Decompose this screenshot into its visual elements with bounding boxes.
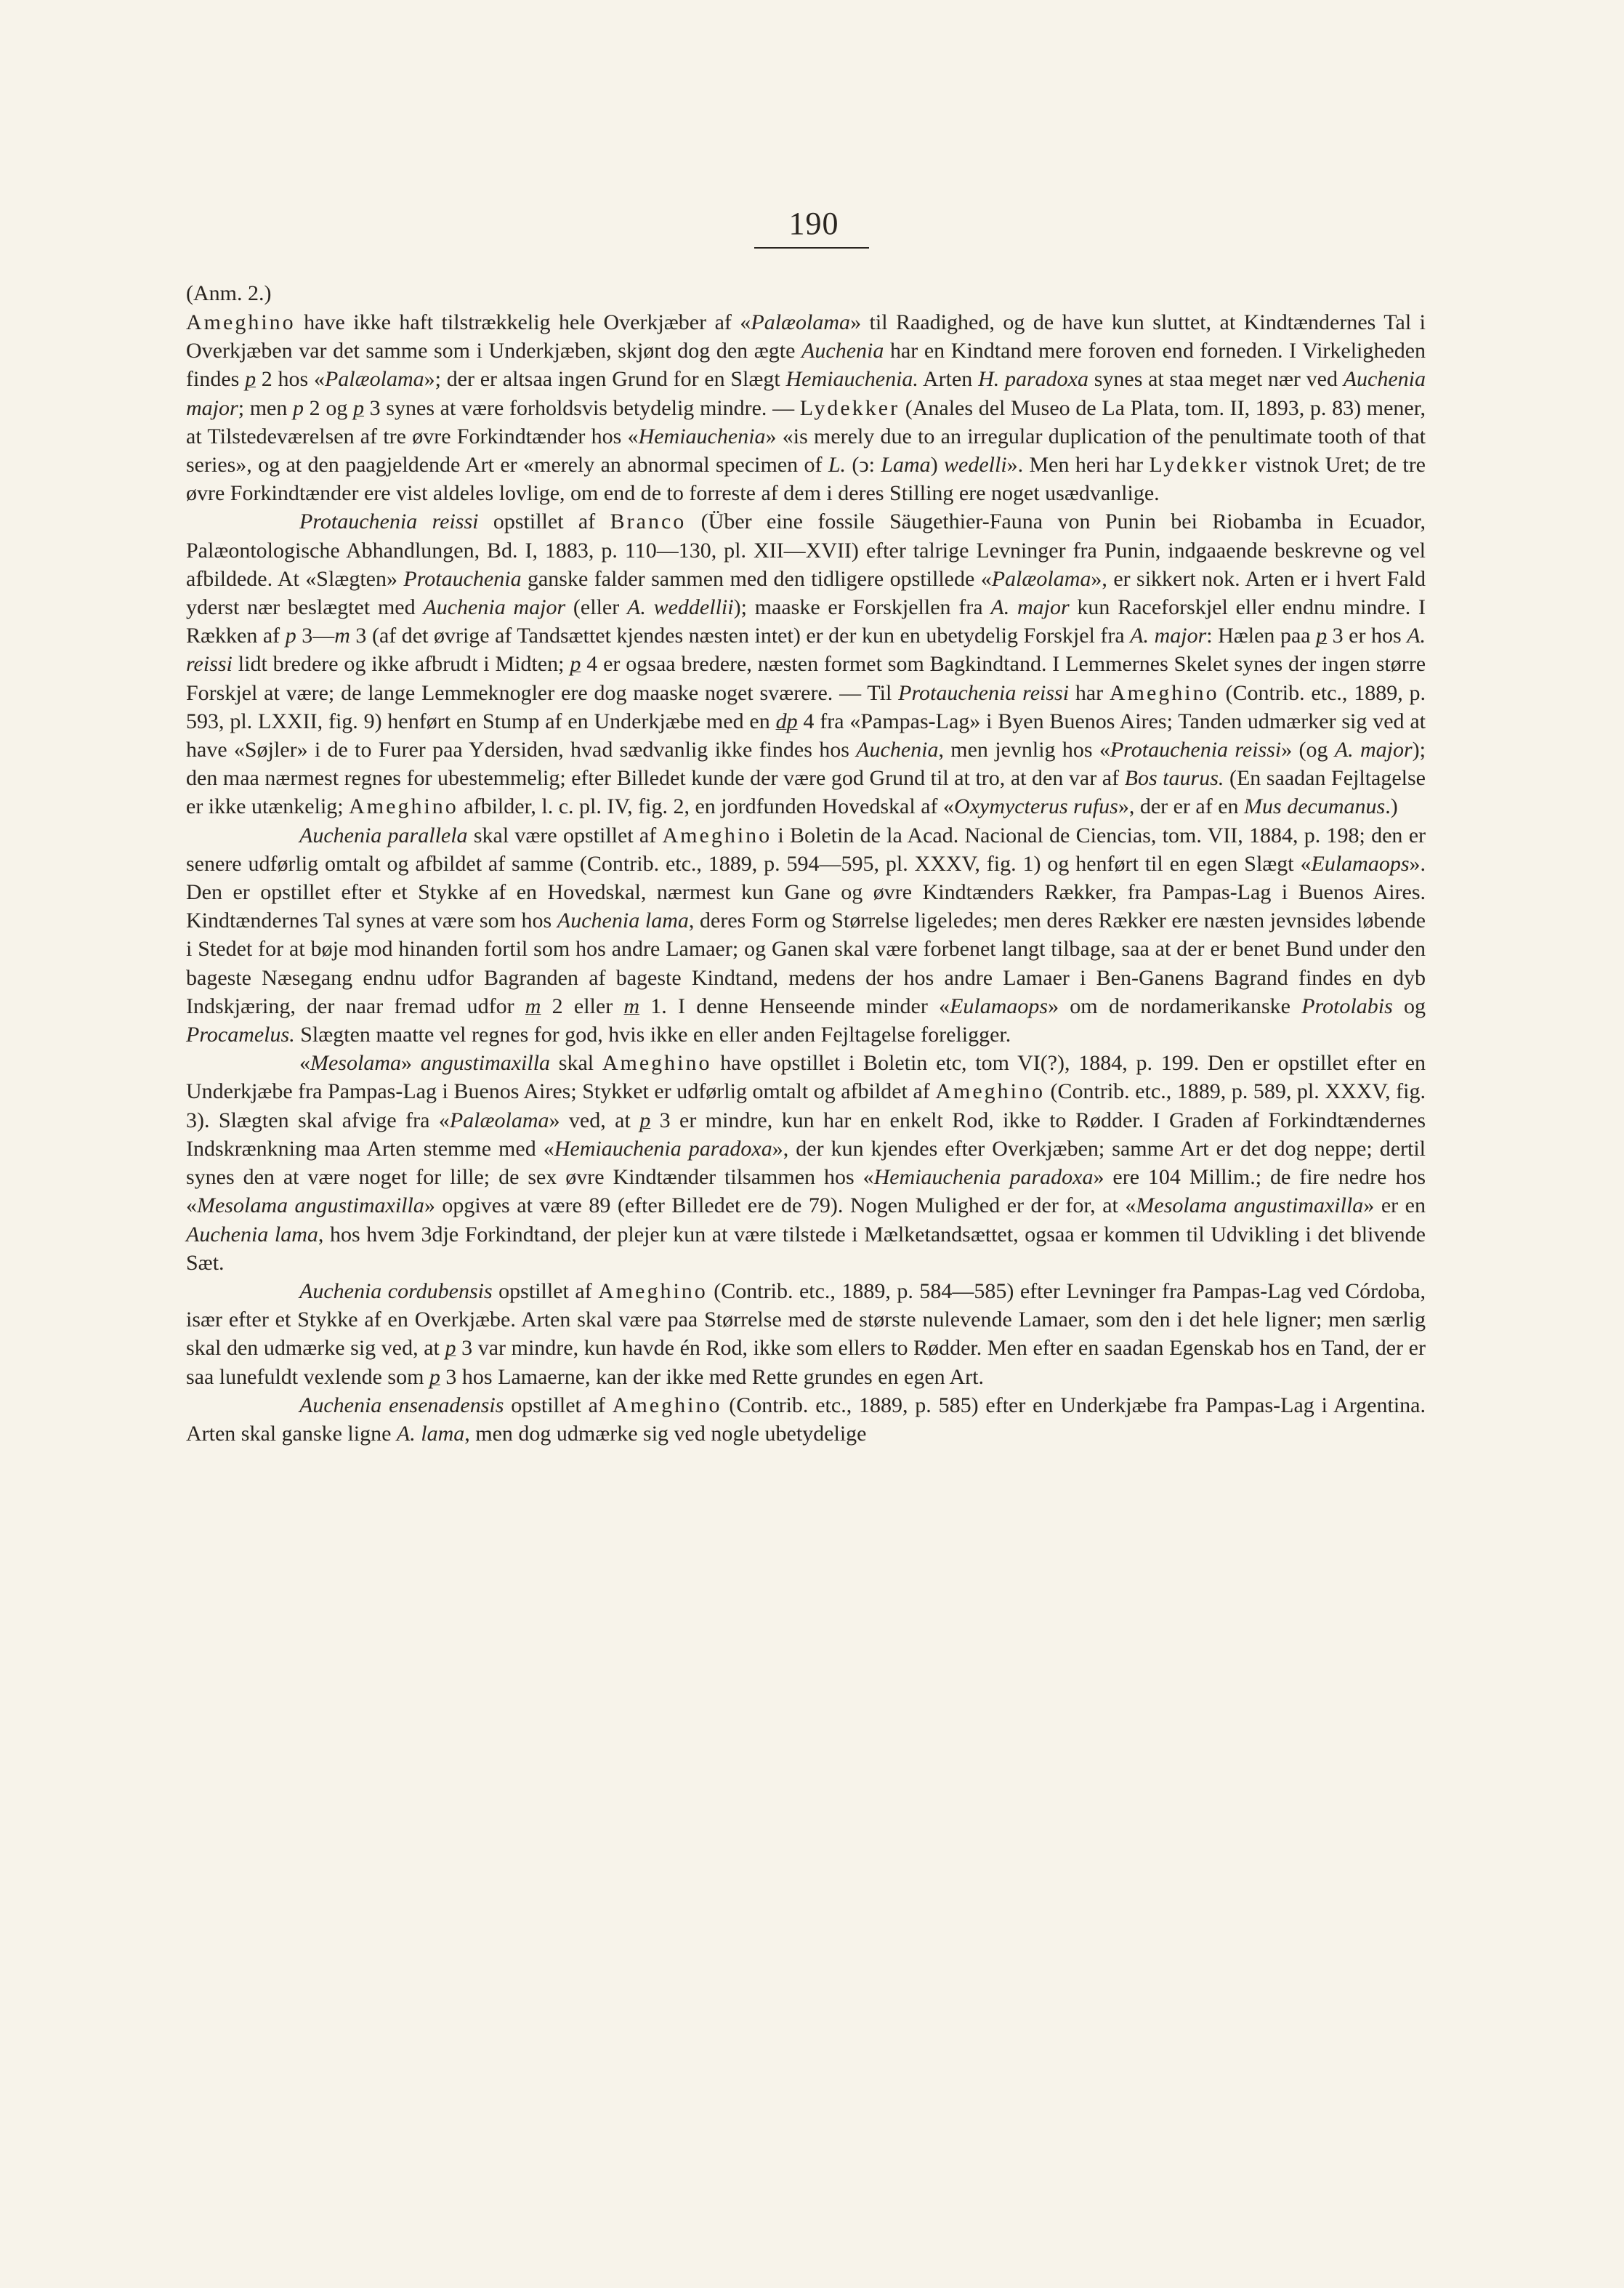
text-run: 2 og (304, 395, 354, 420)
text-run: » (og (1281, 738, 1335, 762)
text-run: opstillet af (504, 1393, 613, 1417)
italic-text: Protauchenia reissi (1110, 738, 1282, 762)
italic-text: Protauchenia reissi (299, 509, 479, 534)
text-run: kun Raceforskjel eller endnu mindre. I Rækken af (186, 595, 1426, 648)
text-run: har en Kindtand mere foroven end forneden. I Virkeligheden findes (186, 339, 1426, 392)
author-name: Ameghino (612, 1393, 722, 1417)
italic-text: Lama (881, 453, 931, 478)
paragraph (186, 821, 1426, 1050)
italic-text: wedelli (944, 453, 1007, 478)
italic-text: Oxymycterus rufus (954, 794, 1118, 819)
italic-text: p (570, 652, 581, 677)
italic-text: A. reissi (186, 624, 1426, 677)
text-run: » ved, at (549, 1108, 640, 1132)
note-label: (Anm. 2.) (186, 281, 272, 305)
italic-text: Eulamaops (1311, 851, 1410, 876)
italic-text: m (334, 624, 350, 648)
italic-text: L. (828, 453, 847, 478)
text-run: have ikke haft tilstrækkelig hele Overkjæber af « (295, 310, 751, 334)
italic-text: Hemiauchenia. (785, 367, 918, 392)
text-run: (En saadan Fejltagelse er ikke utænkelig; (186, 766, 1426, 819)
text-run: Arten (918, 367, 979, 392)
italic-text: A. lama (396, 1421, 465, 1446)
text-run: skal (550, 1051, 602, 1076)
italic-text: Palæolama (991, 566, 1091, 591)
italic-text: A. major (1334, 738, 1413, 762)
text-run: og (1392, 994, 1426, 1018)
text-run: « (299, 1051, 310, 1076)
text-run: : Hælen paa (1206, 624, 1317, 648)
author-name: Ameghino (1109, 680, 1219, 705)
author-name: Ameghino (186, 310, 296, 334)
italic-text: Auchenia major (186, 367, 1426, 420)
italic-text: A. major (1130, 624, 1207, 648)
page-number-rule (754, 247, 869, 249)
text-run: opstillet af (478, 509, 610, 534)
text-run: 2 eller (541, 994, 624, 1018)
italic-text: Hemiauchenia (638, 424, 766, 448)
italic-text: Procamelus. (186, 1023, 295, 1047)
paragraph (186, 1391, 1426, 1448)
text-run: ) (930, 453, 945, 478)
author-name: Ameghino (662, 823, 772, 847)
paragraph (186, 1049, 1426, 1277)
text-run: » til Raadighed, og de have kun sluttet, at Kindtændernes Tal i Overkjæben var det samme som i Underkjæben, skjønt dog den ægte (186, 310, 1426, 363)
italic-text: m (525, 994, 541, 1018)
italic-text: Palæolama (751, 310, 851, 334)
text-run: lidt bredere og ikke afbrudt i Midten; (232, 652, 570, 677)
text-run: ». Men heri har (1006, 453, 1150, 478)
text-run: 3 synes at være forholdsvis betydelig mindre. — (364, 395, 800, 420)
italic-text: Auchenia parallela (299, 823, 468, 847)
text-run: ); maaske er Forskjellen fra (733, 595, 991, 620)
text-run: skal være opstillet af (467, 823, 663, 847)
italic-text: Hemiauchenia paradoxa (873, 1165, 1094, 1190)
text-run: (Anales del Museo de La Plata, tom. II, 1893, p. 83) mener, at Tilstedeværelsen af tre øvre Forkindtænder hos « (186, 395, 1426, 448)
italic-text: Protolabis (1301, 994, 1393, 1018)
italic-text: Auchenia lama (557, 909, 689, 933)
italic-text: Palæolama (449, 1108, 549, 1132)
text-run: har (1069, 680, 1110, 705)
italic-text: Auchenia major (423, 595, 566, 620)
italic-text: angustimaxilla (420, 1051, 551, 1076)
text-run: », der kun kjendes efter Overkjæben; samme Art er det dog neppe; dertil synes den at være noget for lille; de sex øvre Kindtænder tilsammen hos « (186, 1136, 1426, 1190)
italic-text: p (445, 1336, 456, 1361)
author-name: Branco (610, 509, 687, 534)
italic-text: dp (775, 709, 798, 733)
text-run: »; der er altsaa ingen Grund for en Slægt (424, 367, 786, 392)
italic-text: Mesolama angustimaxilla (197, 1193, 424, 1218)
text-run: 3 er mindre, kun har en enkelt Rod, ikke to Rødder. I Graden af Forkindtændernes Indskrænkning maa Arten stemme med « (186, 1108, 1426, 1161)
italic-text: p (429, 1364, 440, 1389)
text-run: » «is merely due to an irregular duplication of the penultimate tooth of that series», og at den paagjeldende Art er «merely an abnormal specimen of (186, 424, 1426, 478)
text-run: » ere 104 Millim.; de fire nedre hos « (186, 1165, 1426, 1218)
text-run: », er sikkert nok. Arten er i hvert Fald yderst nær beslægtet med (186, 566, 1426, 620)
italic-text: Protauchenia reissi (898, 680, 1070, 705)
italic-text: A. weddellii (627, 595, 734, 620)
italic-text: Eulamaops (950, 994, 1049, 1018)
text-run: afbilder, l. c. pl. IV, fig. 2, en jordfunden Hovedskal af « (458, 794, 955, 819)
text-run: (Contrib. etc., 1889, p. 589, pl. XXXV, fig. 3). Slægten skal afvige fra « (186, 1079, 1426, 1132)
paragraph (186, 1277, 1426, 1391)
author-name: Ameghino (598, 1278, 708, 1303)
page-number: 190 (788, 206, 839, 241)
text-run: (ↄ: (846, 453, 881, 478)
text-run: synes at staa meget nær ved (1088, 367, 1344, 392)
text-run: (Contrib. etc., 1889, p. 585) efter en Underkjæbe fra Pampas-Lag i Argentina. Arten skal ganske ligne (186, 1393, 1426, 1446)
text-run: ; men (238, 395, 294, 420)
text-run: », der er af en (1118, 794, 1245, 819)
italic-text: Mesolama (310, 1051, 401, 1076)
italic-text: p (245, 367, 256, 392)
text-run: ». Den er opstillet efter et Stykke af en Hovedskal, nærmest kun Gane og øvre Kindtænders Rækker, fra Pampas-Lag i Buenos Aires. Kindtændernes Tal synes at være som hos (186, 851, 1426, 933)
author-name: Ameghino (935, 1079, 1045, 1104)
italic-text: Hemiauchenia paradoxa (554, 1136, 772, 1161)
italic-text: Palæolama (324, 367, 424, 392)
paragraph (186, 308, 1426, 507)
text-run: 4 fra «Pampas-Lag» i Byen Buenos Aires; Tanden udmærker sig ved at have «Søjler» i de to Furer paa Ydersiden, hvad sædvanlig ikke findes hos (186, 709, 1426, 762)
author-name: Lydekker (1149, 453, 1249, 478)
body-text (186, 308, 1426, 1448)
text-run: » om de nordamerikanske (1048, 994, 1302, 1018)
text-run: , men dog udmærke sig ved nogle ubetydelige (464, 1421, 867, 1446)
text-run: (Contrib. etc., 1889, p. 593, pl. LXXII, fig. 9) henført en Stump af en Underkjæbe med en (186, 680, 1426, 733)
italic-text: p (285, 624, 296, 648)
text-run: ); den maa nærmest regnes for ubestemmelig; efter Billedet kunde der være god Grund til at tro, at den var af (186, 738, 1426, 791)
author-name: Ameghino (602, 1051, 712, 1076)
text-run: (Über eine fossile Säugethier-Fauna von Punin bei Riobamba in Ecuador, Palæontologische Abhandlungen, Bd. I, 1883, p. 110—130, pl. XII—XVII) efter talrige Levninger fra Punin, indgaaende beskrevne og vel afbildede. At «Slægten» (186, 509, 1426, 591)
text-run: ganske falder sammen med den tidligere opstillede « (521, 566, 992, 591)
text-run: i Boletin de la Acad. Nacional de Ciencias, tom. VII, 1884, p. 198; den er senere udførlig omtalt og afbildet af samme (Contrib. etc., 1889, p. 594—595, pl. XXXV, fig. 1) og henført til en egen Slægt « (186, 823, 1426, 876)
text-run: .) (1385, 794, 1398, 819)
text-run: 3 er hos (1327, 624, 1407, 648)
text-run: , hos hvem 3dje Forkindtand, der plejer kun at være tilstede i Mælketandsættet, ogsaa er kommen til Udvikling i det blivende Sæt. (186, 1222, 1426, 1275)
italic-text: m (623, 994, 640, 1018)
paragraph (186, 507, 1426, 821)
italic-text: Auchenia lama (186, 1222, 318, 1246)
italic-text: H. paradoxa (978, 367, 1088, 392)
italic-text: p (353, 395, 365, 420)
italic-text: A. major (990, 595, 1070, 620)
italic-text: p (1316, 624, 1328, 648)
text-run: 3 hos Lamaerne, kan der ikke med Rette grundes en egen Art. (440, 1364, 985, 1389)
italic-text: Mus decumanus (1244, 794, 1386, 819)
text-run: (Contrib. etc., 1889, p. 584—585) efter Levninger fra Pampas-Lag ved Córdoba, især efter et Stykke af en Overkjæbe. Arten skal være paa Størrelse med de største nulevende Lamaer, som den i det hele ligner; men særlig skal den udmærke sig ved, at (186, 1278, 1426, 1361)
text-run: » (400, 1051, 421, 1076)
text-run: Slægten maatte vel regnes for god, hvis ikke en eller anden Fejltagelse foreligger. (294, 1023, 1011, 1047)
text-run: 4 er ogsaa bredere, næsten formet som Bagkindtand. I Lemmernes Skelet synes der ingen større Forskjel at være; de lange Lemmeknogler ere dog maaske noget sværere. — Til (186, 652, 1426, 705)
text-run: 1. I denne Henseende minder « (639, 994, 950, 1018)
text-run: , deres Form og Størrelse ligeledes; men deres Rækker ere næsten jevnsides løbende i Stedet for at bøje mod hinanden fortil som hos andre Lamaer; og Ganen skal være forbenet langt tilbage, saa at der er benet Bund under den bageste Næsegang endnu udfor Bagranden af bageste Kindtand, medens der hos andre Lamaer i Ben-Ganens Bagrand findes en dyb Indskjæring, der naar fremad udfor (186, 909, 1426, 1018)
text-run: opstillet af (492, 1278, 599, 1303)
text-run: 3— (296, 624, 335, 648)
italic-text: Auchenia ensenadensis (299, 1393, 504, 1417)
italic-text: p (293, 395, 304, 420)
text-run: » er en (1363, 1193, 1426, 1218)
italic-text: p (639, 1108, 651, 1132)
text-run: vistnok Uret; de tre øvre Forkindtænder ere vist aldeles lovlige, om end de to forreste af dem i deres Stilling ere noget usædvanlige. (186, 453, 1426, 506)
italic-text: Auchenia (856, 738, 939, 762)
author-name: Ameghino (349, 794, 458, 819)
italic-text: Auchenia cordubensis (299, 1278, 493, 1303)
italic-text: Bos taurus. (1124, 766, 1224, 791)
text-run: (eller (565, 595, 627, 620)
italic-text: Protauchenia (403, 566, 522, 591)
text-run: » opgives at være 89 (efter Billedet ere de 79). Nogen Mulighed er der for, at « (424, 1193, 1136, 1218)
text-run: , men jevnlig hos « (938, 738, 1110, 762)
italic-text: Auchenia (801, 339, 884, 363)
text-run: 2 hos « (256, 367, 325, 392)
text-run: 3 var mindre, kun havde én Rod, ikke som ellers to Rødder. Men efter en saadan Egenskab hos en Tand, der er saa lunefuldt vexlende som (186, 1336, 1426, 1389)
text-run: have opstillet i Boletin etc, tom VI(?), 1884, p. 199. Den er opstillet efter en Underkjæbe fra Pampas-Lag i Buenos Aires; Stykket er udførlig omtalt og afbildet af (186, 1051, 1426, 1104)
italic-text: Mesolama angustimaxilla (1136, 1193, 1364, 1218)
author-name: Lydekker (799, 395, 900, 420)
text-run: 3 (af det øvrige af Tandsættet kjendes næsten intet) er der kun en ubetydelig Forskjel fra (350, 624, 1131, 648)
